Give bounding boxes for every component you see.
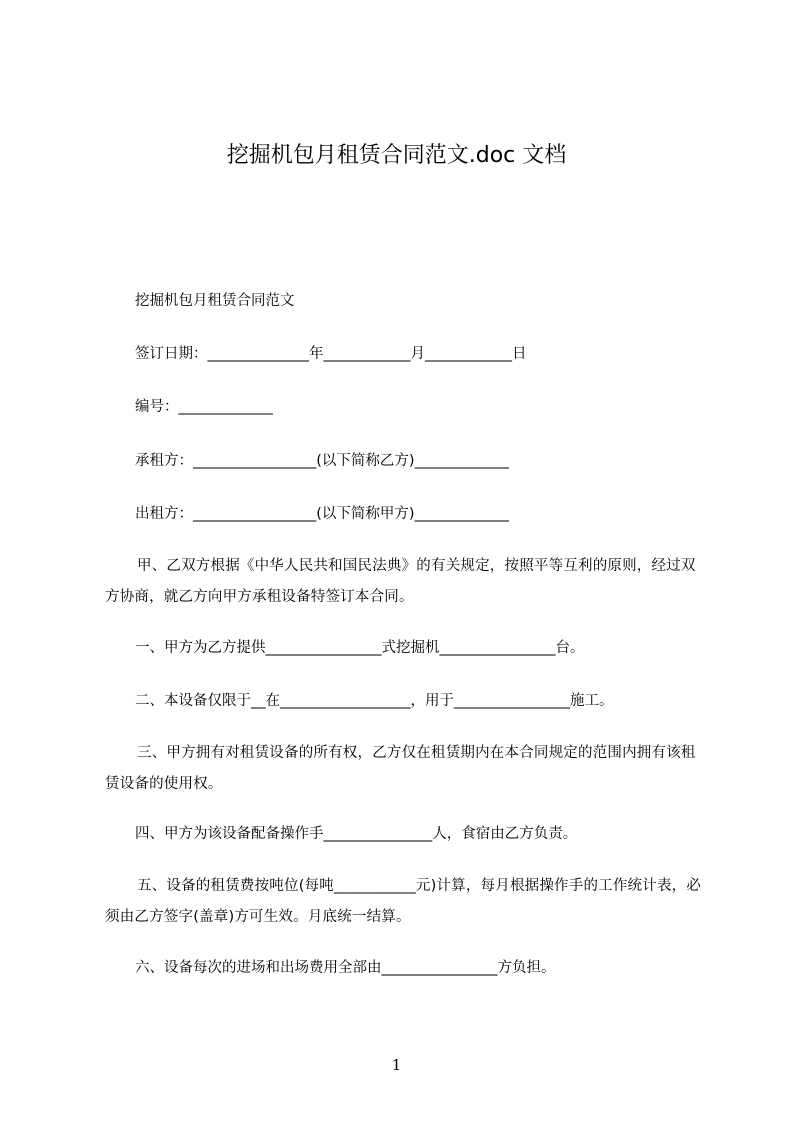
clause-6: 六、设备每次的进场和出场费用全部由________________方负担。	[135, 960, 556, 976]
sign-date-line: 签订日期：______________年____________月____________日	[135, 346, 527, 362]
lessee-line: 承租方：_________________(以下简称乙方)_____________	[135, 453, 509, 469]
contract-number-line: 编号：_____________	[135, 399, 273, 415]
lessor-line: 出租方：_________________(以下简称甲方)_____________	[135, 506, 509, 522]
contract-heading: 挖掘机包月租赁合同范文	[135, 293, 295, 309]
document-title: 挖掘机包月租赁合同范文.doc 文档	[226, 143, 567, 168]
preamble-paragraph: 甲、乙双方根据《中华人民共和国民法典》的有关规定，按照平等互利的原则，经过双方协商，就乙方向甲方承租设备特签订本合同。	[105, 558, 696, 605]
clause-3: 三、甲方拥有对租赁设备的所有权，乙方仅在租赁期内在本合同规定的范围内拥有该租赁设备的使用权。	[105, 745, 696, 792]
clause-4: 四、甲方为该设备配备操作手_______________人，食宿由乙方负责。	[135, 826, 578, 842]
clause-5: 五、设备的租赁费按吨位(每吨___________元)计算，每月根据操作手的工作统计表，必须由乙方签字(盖章)方可生效。月底统一结算。	[105, 878, 702, 925]
clause-2: 二、本设备仅限于__在__________________，用于________________施工。	[135, 693, 614, 709]
page-number: 1	[391, 1056, 402, 1074]
clause-1: 一、甲方为乙方提供________________式挖掘机________________台。	[135, 640, 585, 656]
